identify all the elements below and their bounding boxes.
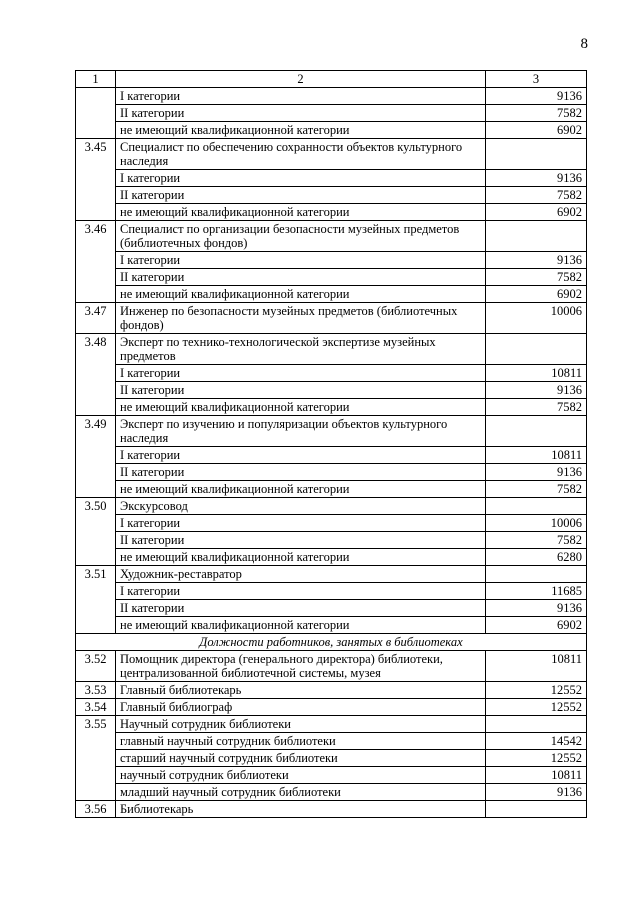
salary-value: 7582 [486, 532, 587, 549]
salary-value [486, 801, 587, 818]
row-number: 3.49 [76, 416, 116, 498]
subcategory-label: II категории [116, 464, 486, 481]
table-row [76, 139, 587, 170]
table-row [76, 583, 587, 600]
salary-value [486, 221, 587, 252]
position-title: Помощник директора (генерального директора) библиотеки, централизованной библиотечной системы, музея [116, 651, 486, 682]
row-number: 3.56 [76, 801, 116, 818]
table-row [76, 269, 587, 286]
salary-value [486, 566, 587, 583]
salary-value: 6902 [486, 122, 587, 139]
salary-value: 10006 [486, 303, 587, 334]
salary-value: 6902 [486, 286, 587, 303]
salary-value: 9136 [486, 382, 587, 399]
position-title: Главный библиограф [116, 699, 486, 716]
table-row [76, 750, 587, 767]
position-title: Библиотекарь [116, 801, 486, 818]
position-title: Эксперт по технико-технологической экспертизе музейных предметов [116, 334, 486, 365]
salary-value: 6280 [486, 549, 587, 566]
table-row [76, 699, 587, 716]
table-row [76, 532, 587, 549]
table-row [76, 122, 587, 139]
row-number: 3.46 [76, 221, 116, 303]
section-title: Должности работников, занятых в библиотеках [76, 634, 587, 651]
table-row [76, 801, 587, 818]
table-row [76, 464, 587, 481]
salary-table [75, 70, 587, 818]
subcategory-label: не имеющий квалификационной категории [116, 286, 486, 303]
salary-value: 9136 [486, 252, 587, 269]
table-row [76, 682, 587, 699]
section-row [76, 634, 587, 651]
subcategory-label: II категории [116, 600, 486, 617]
salary-value [486, 416, 587, 447]
position-title: Инженер по безопасности музейных предметов (библиотечных фондов) [116, 303, 486, 334]
table-row [76, 447, 587, 464]
salary-value: 7582 [486, 399, 587, 416]
table-row [76, 365, 587, 382]
table-row [76, 105, 587, 122]
row-number [76, 88, 116, 139]
header-col-3: 3 [486, 71, 587, 88]
table-row [76, 303, 587, 334]
table-row [76, 549, 587, 566]
subcategory-label: младший научный сотрудник библиотеки [116, 784, 486, 801]
subcategory-label: II категории [116, 382, 486, 399]
table-row [76, 204, 587, 221]
table-row [76, 784, 587, 801]
salary-value: 9136 [486, 88, 587, 105]
position-title: Специалист по обеспечению сохранности объектов культурного наследия [116, 139, 486, 170]
subcategory-label: не имеющий квалификационной категории [116, 617, 486, 634]
table-row [76, 566, 587, 583]
salary-value: 10811 [486, 447, 587, 464]
table-row [76, 617, 587, 634]
table-row [76, 187, 587, 204]
subcategory-label: II категории [116, 532, 486, 549]
subcategory-label: I категории [116, 170, 486, 187]
salary-value: 9136 [486, 464, 587, 481]
salary-value: 9136 [486, 600, 587, 617]
salary-value: 6902 [486, 204, 587, 221]
header-col-1: 1 [76, 71, 116, 88]
salary-value: 14542 [486, 733, 587, 750]
subcategory-label: главный научный сотрудник библиотеки [116, 733, 486, 750]
subcategory-label: не имеющий квалификационной категории [116, 122, 486, 139]
salary-value: 10811 [486, 365, 587, 382]
position-title: Экскурсовод [116, 498, 486, 515]
subcategory-label: I категории [116, 583, 486, 600]
position-title: Художник-реставратор [116, 566, 486, 583]
position-title: Эксперт по изучению и популяризации объектов культурного наследия [116, 416, 486, 447]
salary-value: 7582 [486, 481, 587, 498]
subcategory-label: не имеющий квалификационной категории [116, 549, 486, 566]
row-number: 3.45 [76, 139, 116, 221]
table-row [76, 767, 587, 784]
table-row [76, 600, 587, 617]
subcategory-label: II категории [116, 187, 486, 204]
table-header-row [76, 71, 587, 88]
row-number: 3.55 [76, 716, 116, 801]
salary-value: 9136 [486, 170, 587, 187]
row-number: 3.52 [76, 651, 116, 682]
salary-value: 12552 [486, 750, 587, 767]
row-number: 3.53 [76, 682, 116, 699]
subcategory-label: научный сотрудник библиотеки [116, 767, 486, 784]
table-row [76, 252, 587, 269]
subcategory-label: II категории [116, 269, 486, 286]
row-number: 3.54 [76, 699, 116, 716]
table-row [76, 498, 587, 515]
header-col-2: 2 [116, 71, 486, 88]
table-row [76, 733, 587, 750]
salary-value: 12552 [486, 699, 587, 716]
subcategory-label: не имеющий квалификационной категории [116, 399, 486, 416]
table-row [76, 382, 587, 399]
table-row [76, 88, 587, 105]
subcategory-label: не имеющий квалификационной категории [116, 204, 486, 221]
table-row [76, 416, 587, 447]
salary-value [486, 498, 587, 515]
table-row [76, 399, 587, 416]
table-row [76, 334, 587, 365]
position-title: Специалист по организации безопасности музейных предметов (библиотечных фондов) [116, 221, 486, 252]
salary-value: 10811 [486, 767, 587, 784]
table-row [76, 221, 587, 252]
row-number: 3.48 [76, 334, 116, 416]
salary-value: 10811 [486, 651, 587, 682]
subcategory-label: I категории [116, 515, 486, 532]
salary-value: 11685 [486, 583, 587, 600]
subcategory-label: II категории [116, 105, 486, 122]
salary-value: 10006 [486, 515, 587, 532]
subcategory-label: I категории [116, 365, 486, 382]
subcategory-label: I категории [116, 252, 486, 269]
salary-value [486, 716, 587, 733]
subcategory-label: I категории [116, 88, 486, 105]
subcategory-label: I категории [116, 447, 486, 464]
table-row [76, 515, 587, 532]
row-number: 3.47 [76, 303, 116, 334]
row-number: 3.51 [76, 566, 116, 634]
salary-value: 9136 [486, 784, 587, 801]
salary-value: 12552 [486, 682, 587, 699]
table-row [76, 651, 587, 682]
position-title: Научный сотрудник библиотеки [116, 716, 486, 733]
page-number: 8 [580, 36, 588, 52]
row-number: 3.50 [76, 498, 116, 566]
table-row [76, 286, 587, 303]
table-row [76, 481, 587, 498]
table-row [76, 170, 587, 187]
subcategory-label: не имеющий квалификационной категории [116, 481, 486, 498]
salary-value: 7582 [486, 187, 587, 204]
salary-value [486, 334, 587, 365]
salary-value: 6902 [486, 617, 587, 634]
subcategory-label: старший научный сотрудник библиотеки [116, 750, 486, 767]
position-title: Главный библиотекарь [116, 682, 486, 699]
salary-value: 7582 [486, 269, 587, 286]
salary-value: 7582 [486, 105, 587, 122]
table-row [76, 716, 587, 733]
salary-value [486, 139, 587, 170]
